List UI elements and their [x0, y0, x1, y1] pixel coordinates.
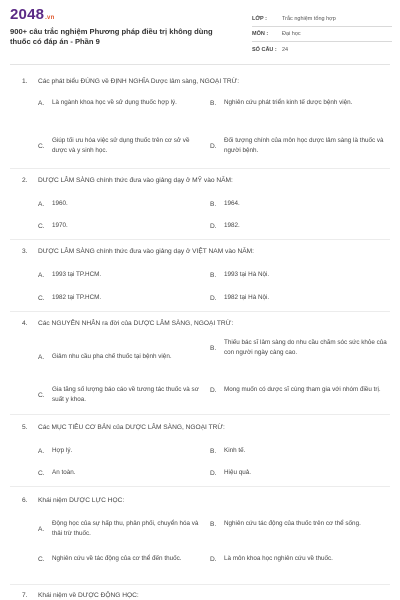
question-text	[22, 424, 225, 431]
meta-class-row	[252, 12, 392, 27]
question-number: 5.	[22, 424, 28, 431]
option-c[interactable]	[38, 385, 200, 405]
question-text	[22, 592, 139, 599]
question-number: 2.	[22, 177, 28, 184]
question-text	[22, 177, 233, 184]
option-a[interactable]	[38, 98, 200, 108]
option-letter: B.	[210, 520, 217, 528]
option-letter: A.	[38, 271, 45, 279]
question-divider	[10, 168, 390, 169]
question-divider	[10, 486, 390, 487]
option-text: Nghiên cứu tác động của thuốc trên cơ thể sống.	[224, 520, 361, 527]
question-text	[22, 248, 254, 255]
question-divider	[10, 584, 390, 585]
option-b[interactable]	[210, 338, 390, 358]
meta-count-row	[252, 42, 392, 57]
question-prompt: Khái niệm về DƯỢC ĐỘNG HỌC:	[38, 592, 139, 599]
question-prompt: Khái niệm DƯỢC LỰC HỌC:	[38, 497, 125, 504]
option-letter: A.	[38, 99, 45, 107]
option-letter: B.	[210, 99, 217, 107]
meta-class-label: LỚP :	[252, 16, 267, 22]
option-text: 1982 tại Hà Nội.	[224, 294, 270, 301]
option-text: Đối tượng chính của môn học dược lâm sàng là thuốc và người bệnh.	[224, 137, 384, 154]
option-text: 1993 tại TP.HCM.	[52, 271, 102, 278]
option-a[interactable]	[38, 270, 200, 280]
option-c[interactable]	[38, 136, 200, 156]
question-divider	[10, 414, 390, 415]
exam-meta	[252, 12, 392, 57]
option-letter: D.	[210, 469, 217, 477]
question-prompt: Các phát biểu ĐÚNG về ĐỊNH NGHĨA Dược lâm sàng, NGOẠI TRỪ:	[38, 78, 240, 85]
option-b[interactable]	[210, 446, 390, 456]
option-d[interactable]	[210, 468, 390, 478]
option-d[interactable]	[210, 293, 390, 303]
option-a[interactable]	[38, 352, 210, 362]
option-letter: D.	[210, 386, 217, 394]
option-text: Là môn khoa học nghiên cứu về thuốc.	[224, 555, 333, 562]
question-text	[22, 497, 124, 504]
option-text: 1970.	[52, 222, 68, 229]
question-prompt: Các MỤC TIÊU CƠ BẢN của DƯỢC LÂM SÀNG, NGOẠI TRỪ:	[38, 424, 225, 431]
page-title: 900+ câu trắc nghiệm Phương pháp điều trị không dùng thuốc có đáp án - Phần 9	[10, 27, 213, 46]
option-letter: D.	[210, 142, 217, 150]
option-letter: A.	[38, 447, 45, 455]
option-text: Giảm nhu cầu pha chế thuốc tại bệnh viện.	[51, 353, 172, 360]
option-letter: C.	[38, 555, 45, 563]
header-divider	[10, 64, 390, 65]
option-text: Gia tăng số lượng báo cáo về tương tác thuốc và sơ suất y khoa.	[52, 386, 199, 403]
question-number: 6.	[22, 497, 28, 504]
option-letter: C.	[38, 222, 45, 230]
meta-subject-label: MÔN :	[252, 31, 269, 37]
question-text	[22, 78, 239, 85]
option-d[interactable]	[210, 136, 390, 156]
question-number: 4.	[22, 320, 28, 327]
logo-suffix: .vn	[45, 15, 55, 21]
option-c[interactable]	[38, 293, 200, 303]
meta-subject-row	[252, 27, 392, 42]
option-text: Mong muốn có dược sĩ cùng tham gia với nhóm điều trị.	[224, 386, 381, 393]
question-prompt: DƯỢC LÂM SÀNG chính thức đưa vào giảng dạy ở MỸ vào NĂM:	[38, 177, 233, 184]
option-letter: B.	[210, 271, 217, 279]
option-text: Giúp tối ưu hóa việc sử dụng thuốc trên cơ sở về dược và y sinh học.	[52, 137, 190, 154]
option-c[interactable]	[38, 221, 200, 231]
option-text: Kinh tế.	[224, 447, 246, 454]
option-d[interactable]	[210, 554, 390, 564]
option-letter: B.	[210, 344, 217, 352]
option-a[interactable]	[38, 446, 200, 456]
option-text: 1993 tại Hà Nội.	[224, 271, 270, 278]
option-letter: A.	[38, 525, 45, 533]
option-letter: A.	[38, 353, 45, 361]
option-a[interactable]	[38, 199, 200, 209]
question-number: 3.	[22, 248, 28, 255]
option-letter: C.	[38, 391, 45, 399]
option-text: Thiếu bác sĩ lâm sàng do nhu cầu chăm sóc sức khỏe của con người ngày càng cao.	[224, 339, 387, 356]
option-letter: A.	[38, 200, 45, 208]
question-number: 1.	[22, 78, 28, 85]
option-letter: C.	[38, 142, 45, 150]
option-text: Động học của sự hấp thu, phân phối, chuyển hóa và thải trừ thuốc.	[52, 520, 199, 537]
option-letter: D.	[210, 294, 217, 302]
option-text: An toàn.	[52, 469, 76, 476]
question-number: 7.	[22, 592, 28, 599]
option-b[interactable]	[210, 199, 390, 209]
meta-count-value: 24	[282, 46, 289, 53]
site-logo[interactable]	[10, 6, 54, 23]
question-divider	[10, 311, 390, 312]
option-letter: D.	[210, 222, 217, 230]
meta-class-value: Trắc nghiệm tổng hợp	[282, 16, 336, 22]
option-c[interactable]	[38, 468, 200, 478]
question-prompt: Các NGUYÊN NHÂN ra đời của DƯỢC LÂM SÀNG, NGOẠI TRỪ:	[38, 320, 234, 327]
option-letter: C.	[38, 469, 45, 477]
option-letter: D.	[210, 555, 217, 563]
option-b[interactable]	[210, 519, 390, 529]
option-letter: C.	[38, 294, 45, 302]
page-header	[0, 0, 400, 62]
option-text: 1960.	[52, 200, 68, 207]
option-text: Nghiên cứu về tác động của cơ thể đến thuốc.	[52, 555, 182, 562]
option-c[interactable]	[38, 554, 200, 564]
option-letter: B.	[210, 447, 217, 455]
option-b[interactable]	[210, 98, 390, 108]
question-text	[22, 320, 233, 327]
option-text: 1982.	[224, 222, 240, 229]
option-b[interactable]	[210, 270, 390, 280]
option-text: Là ngành khoa học về sử dụng thuốc hợp lý.	[52, 99, 177, 106]
option-a[interactable]	[38, 519, 200, 539]
meta-subject-value: Đại học	[282, 31, 301, 37]
meta-count-label: SỐ CÂU :	[252, 46, 277, 53]
option-text: 1982 tại TP.HCM.	[52, 294, 102, 301]
option-d[interactable]	[210, 385, 390, 395]
option-text: Nghiên cứu phát triển kinh tế dược bệnh viện.	[224, 99, 353, 106]
option-text: Hiệu quả.	[224, 469, 251, 476]
option-text: 1964.	[224, 200, 240, 207]
question-prompt: DƯỢC LÂM SÀNG chính thức đưa vào giảng dạy ở VIỆT NAM vào NĂM:	[38, 248, 254, 255]
option-text: Hợp lý.	[52, 447, 73, 454]
logo-text: 2048	[10, 6, 45, 23]
option-d[interactable]	[210, 221, 390, 231]
question-divider	[10, 239, 390, 240]
option-letter: B.	[210, 200, 217, 208]
